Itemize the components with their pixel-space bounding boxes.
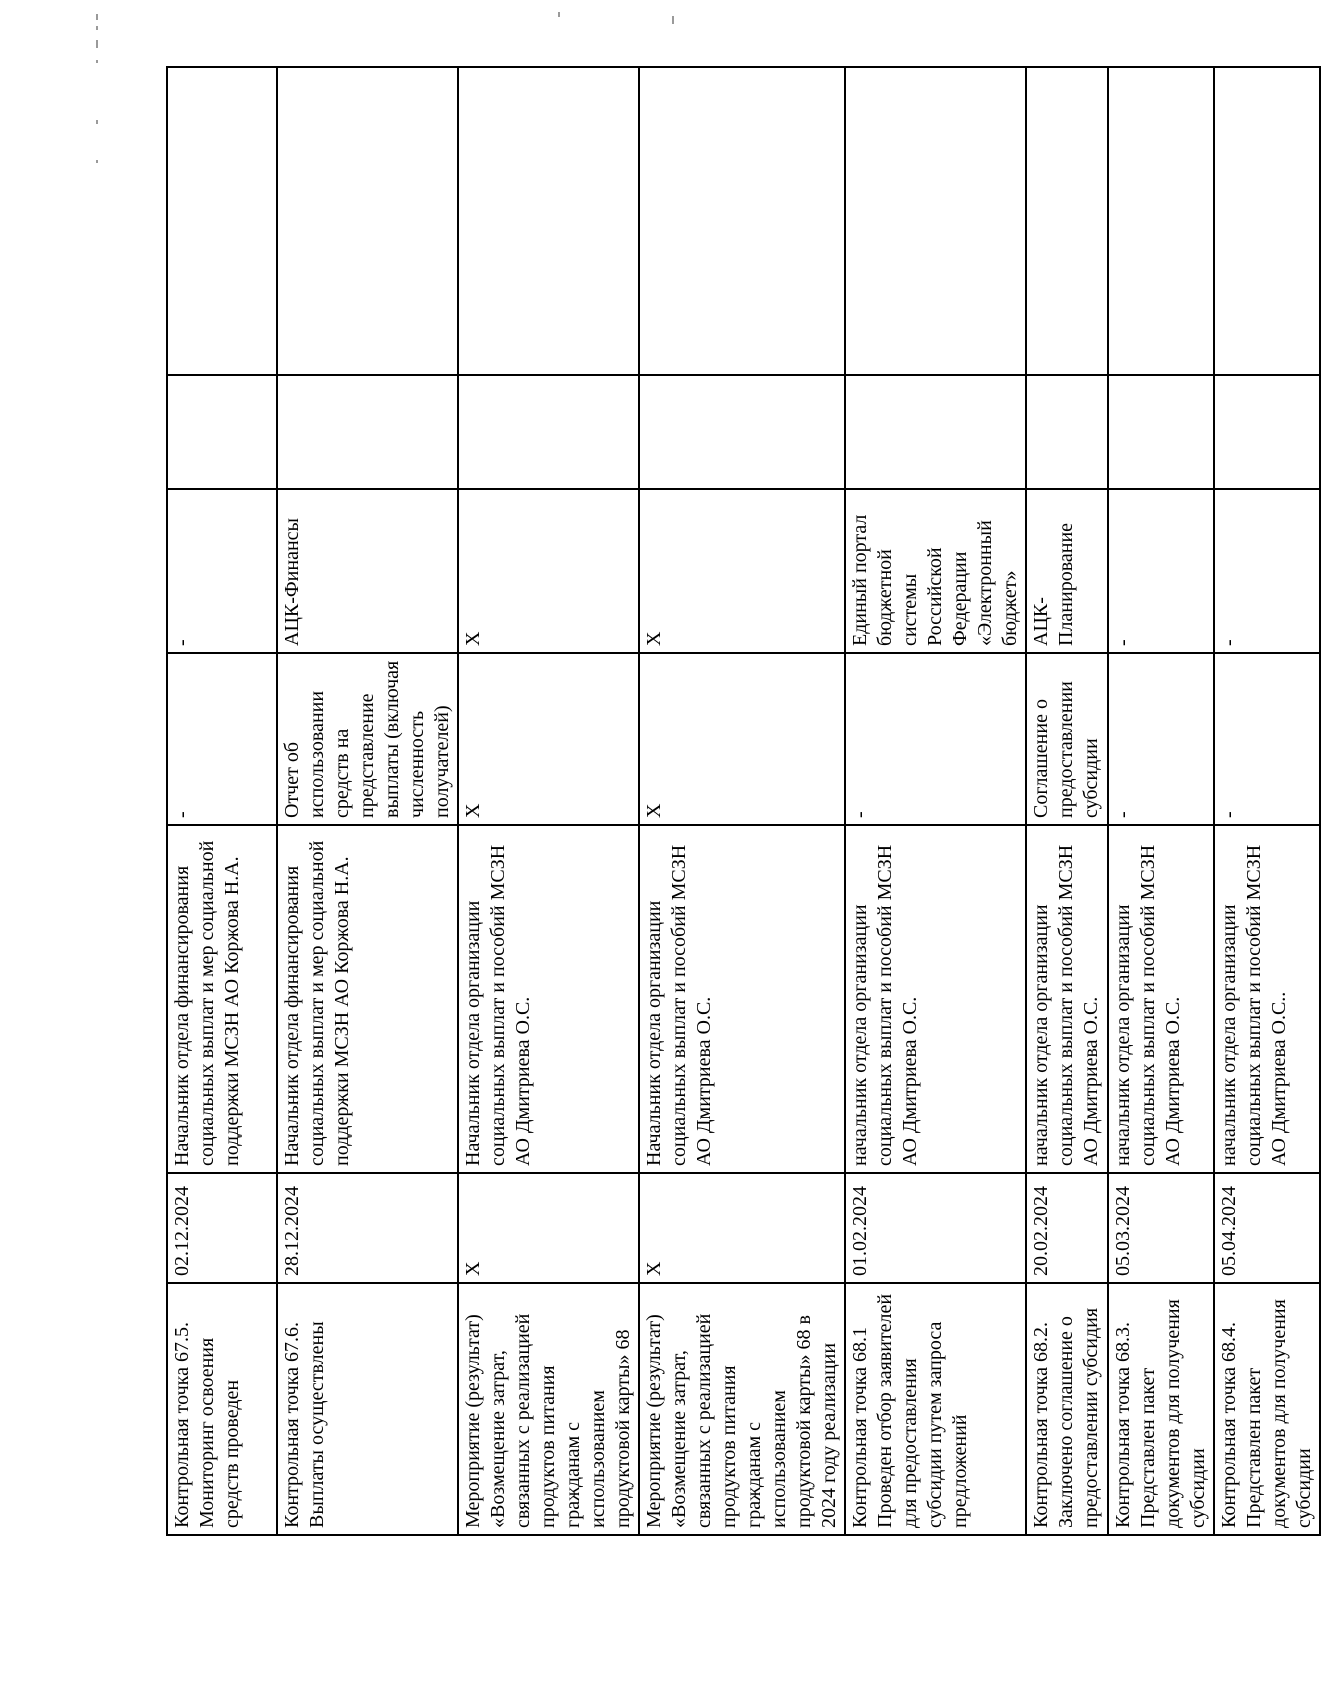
document-type: X xyxy=(458,653,639,825)
control-point-name: Контрольная точка 68.1 Проведен отбор заявителей для предоставления субсидии путем запроса предложений xyxy=(845,1283,1026,1535)
table-row xyxy=(1214,67,1320,1535)
control-point-date: 05.03.2024 xyxy=(1108,1173,1214,1283)
responsible-person: Начальник отдела организации социальных выплат и пособий МСЗН АО Дмитриева О.С. xyxy=(639,825,845,1173)
control-point-date: 05.04.2024 xyxy=(1214,1173,1320,1283)
control-point-date: 28.12.2024 xyxy=(277,1173,458,1283)
information-system: - xyxy=(1108,489,1214,653)
empty-cell xyxy=(1108,375,1214,489)
empty-cell xyxy=(277,375,458,489)
empty-cell xyxy=(167,375,277,489)
control-point-name: Контрольная точка 67.6. Выплаты осуществлены xyxy=(277,1283,458,1535)
empty-cell xyxy=(845,375,1026,489)
empty-cell xyxy=(845,67,1026,375)
document-type: - xyxy=(1214,653,1320,825)
responsible-person: начальник отдела организации социальных выплат и пособий МСЗН АО Дмитриева О.С. xyxy=(845,825,1026,1173)
responsible-person: Начальник отдела финансирования социальных выплат и мер социальной поддержки МСЗН АО Коржова Н.А. xyxy=(277,825,458,1173)
table-row xyxy=(167,67,277,1535)
control-point-date: 01.02.2024 xyxy=(845,1173,1026,1283)
table-row xyxy=(1026,67,1108,1535)
empty-cell xyxy=(1026,375,1108,489)
document-type: - xyxy=(1108,653,1214,825)
table-row xyxy=(1108,67,1214,1535)
empty-cell xyxy=(1214,375,1320,489)
control-point-name: Контрольная точка 67.5. Мониторинг освоения средств проведен xyxy=(167,1283,277,1535)
information-system: Единый портал бюджетной системы Российской Федерации «Электронный бюджет» xyxy=(845,489,1026,653)
empty-cell xyxy=(458,67,639,375)
control-point-date: 20.02.2024 xyxy=(1026,1173,1108,1283)
empty-cell xyxy=(1108,67,1214,375)
empty-cell xyxy=(1214,67,1320,375)
control-point-name: Мероприятие (результат) «Возмещение затрат, связанных с реализацией продуктов питания гражданам с использованием продуктовой карты» 68 в 2024 году реализации xyxy=(639,1283,845,1535)
responsible-person: начальник отдела организации социальных выплат и пособий МСЗН АО Дмитриева О.С. xyxy=(1026,825,1108,1173)
document-type: - xyxy=(845,653,1026,825)
table-row xyxy=(845,67,1026,1535)
document-type: Соглашение о предоставлении субсидии xyxy=(1026,653,1108,825)
responsible-person: начальник отдела организации социальных выплат и пособий МСЗН АО Дмитриева О.С.. xyxy=(1214,825,1320,1173)
information-system: - xyxy=(1214,489,1320,653)
control-point-name: Мероприятие (результат) «Возмещение затрат, связанных с реализацией продуктов питания гражданам с использованием продуктовой карты» 68 xyxy=(458,1283,639,1535)
document-type: - xyxy=(167,653,277,825)
control-point-date: X xyxy=(458,1173,639,1283)
empty-cell xyxy=(639,67,845,375)
empty-cell xyxy=(639,375,845,489)
responsible-person: начальник отдела организации социальных выплат и пособий МСЗН АО Дмитриева О.С. xyxy=(1108,825,1214,1173)
information-system: - xyxy=(167,489,277,653)
table-row xyxy=(639,67,845,1535)
control-point-date: X xyxy=(639,1173,845,1283)
information-system: X xyxy=(639,489,845,653)
table-row xyxy=(277,67,458,1535)
responsible-person: Начальник отдела финансирования социальных выплат и мер социальной поддержки МСЗН АО Коржова Н.А. xyxy=(167,825,277,1173)
control-point-name: Контрольная точка 68.2. Заключено соглашение о предоставлении субсидия xyxy=(1026,1283,1108,1535)
control-point-name: Контрольная точка 68.4. Представлен пакет документов для получения субсидии xyxy=(1214,1283,1320,1535)
information-system: АЦК-Планирование xyxy=(1026,489,1108,653)
empty-cell xyxy=(458,375,639,489)
control-point-name: Контрольная точка 68.3. Представлен пакет документов для получения субсидии xyxy=(1108,1283,1214,1535)
information-system: X xyxy=(458,489,639,653)
empty-cell xyxy=(277,67,458,375)
document-type: Отчет об использовании средств на представление выплаты (включая численность получателей) xyxy=(277,653,458,825)
empty-cell xyxy=(1026,67,1108,375)
table-row xyxy=(458,67,639,1535)
empty-cell xyxy=(167,67,277,375)
document-type: X xyxy=(639,653,845,825)
control-point-date: 02.12.2024 xyxy=(167,1173,277,1283)
information-system: АЦК-Финансы xyxy=(277,489,458,653)
responsible-person: Начальник отдела организации социальных выплат и пособий МСЗН АО Дмитриева О.С. xyxy=(458,825,639,1173)
control-points-table xyxy=(166,66,1321,1536)
